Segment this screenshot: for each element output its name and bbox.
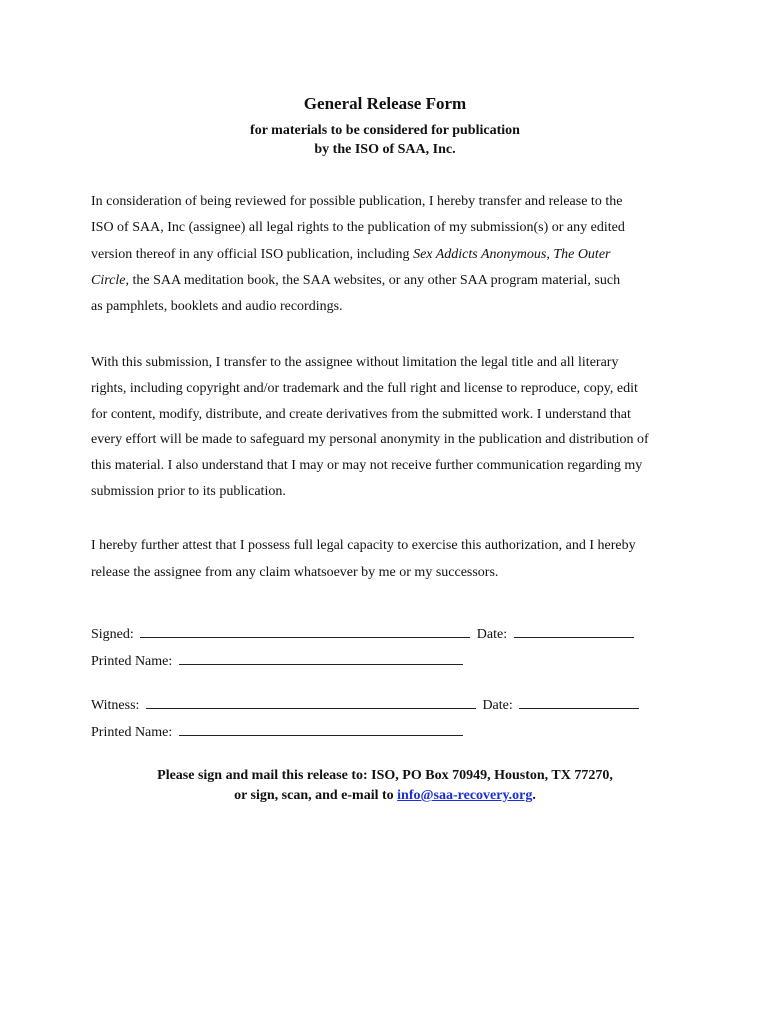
paragraph-line: rights, including copyright and/or trademark and the full right and license to reproduce, copy, edit (91, 380, 638, 396)
witness-signature-line[interactable] (146, 695, 476, 709)
paragraph-line: release the assignee from any claim whatsoever by me or my successors. (91, 565, 499, 580)
email-instructions-text: or sign, scan, and e-mail to (234, 788, 398, 803)
paragraph-line (91, 242, 691, 268)
publication-title-saa: Sex Addicts Anonymous (413, 246, 547, 262)
witness-date-line[interactable] (519, 695, 639, 709)
attestation-paragraph (91, 532, 691, 586)
form-title: General Release Form (303, 94, 467, 113)
paragraph-line: this material. I also understand that I may or may not receive further communication regarding my (91, 458, 643, 474)
period: . (532, 788, 536, 803)
mailing-instructions: Please sign and mail this release to: ISO, PO Box 70949, Houston, TX 77270, (157, 768, 613, 783)
printed-name-label: Printed Name: (91, 725, 173, 740)
paragraph-line: In consideration of being reviewed for possible publication, I hereby transfer and release to the (91, 194, 623, 209)
paragraph-line: as pamphlets, booklets and audio recordings. (91, 299, 343, 315)
paragraph-text: version thereof in any official ISO publication, including (91, 246, 414, 262)
signed-date-line[interactable] (514, 624, 634, 638)
email-instructions (0, 786, 770, 806)
paragraph-line: I hereby further attest that I possess full legal capacity to exercise this authorization, and I hereby (91, 538, 636, 553)
email-link[interactable]: info@saa-recovery.org (397, 788, 533, 803)
publication-title-outer-circle-part1: The Outer (553, 246, 611, 262)
form-subtitle-line2: by the ISO of SAA, Inc. (314, 142, 456, 157)
paragraph-line: With this submission, I transfer to the assignee without limitation the legal title and all literary (91, 355, 619, 370)
date-label: Date: (476, 627, 508, 642)
date-label: Date: (482, 698, 513, 713)
signer-printed-name-row (91, 651, 463, 672)
paragraph-text: , (546, 246, 554, 262)
witness-label: Witness: (91, 698, 140, 713)
paragraph-text: , the SAA meditation book, the SAA websites, or any other SAA program material, such (125, 272, 621, 288)
signed-row (91, 624, 634, 645)
witness-printed-name-line[interactable] (179, 722, 463, 736)
witness-row (91, 695, 639, 716)
signer-printed-name-line[interactable] (179, 651, 463, 665)
paragraph-line: every effort will be made to safeguard my personal anonymity in the publication and distribution of (91, 432, 649, 448)
publication-title-outer-circle-part2: Circle (91, 272, 126, 288)
paragraph-line (91, 268, 691, 294)
form-subtitle-line1: for materials to be considered for publication (250, 123, 520, 138)
signature-line[interactable] (140, 624, 470, 638)
signed-label: Signed: (91, 627, 134, 642)
paragraph-line: submission prior to its publication. (91, 483, 286, 499)
consideration-paragraph (91, 189, 691, 320)
printed-name-label: Printed Name: (91, 654, 173, 669)
witness-printed-name-row (91, 722, 463, 743)
paragraph-line: ISO of SAA, Inc (assignee) all legal rights to the publication of my submission(s) or any edited (91, 220, 625, 236)
paragraph-line: for content, modify, distribute, and create derivatives from the submitted work. I understand that (91, 406, 631, 422)
rights-transfer-paragraph (91, 350, 691, 505)
